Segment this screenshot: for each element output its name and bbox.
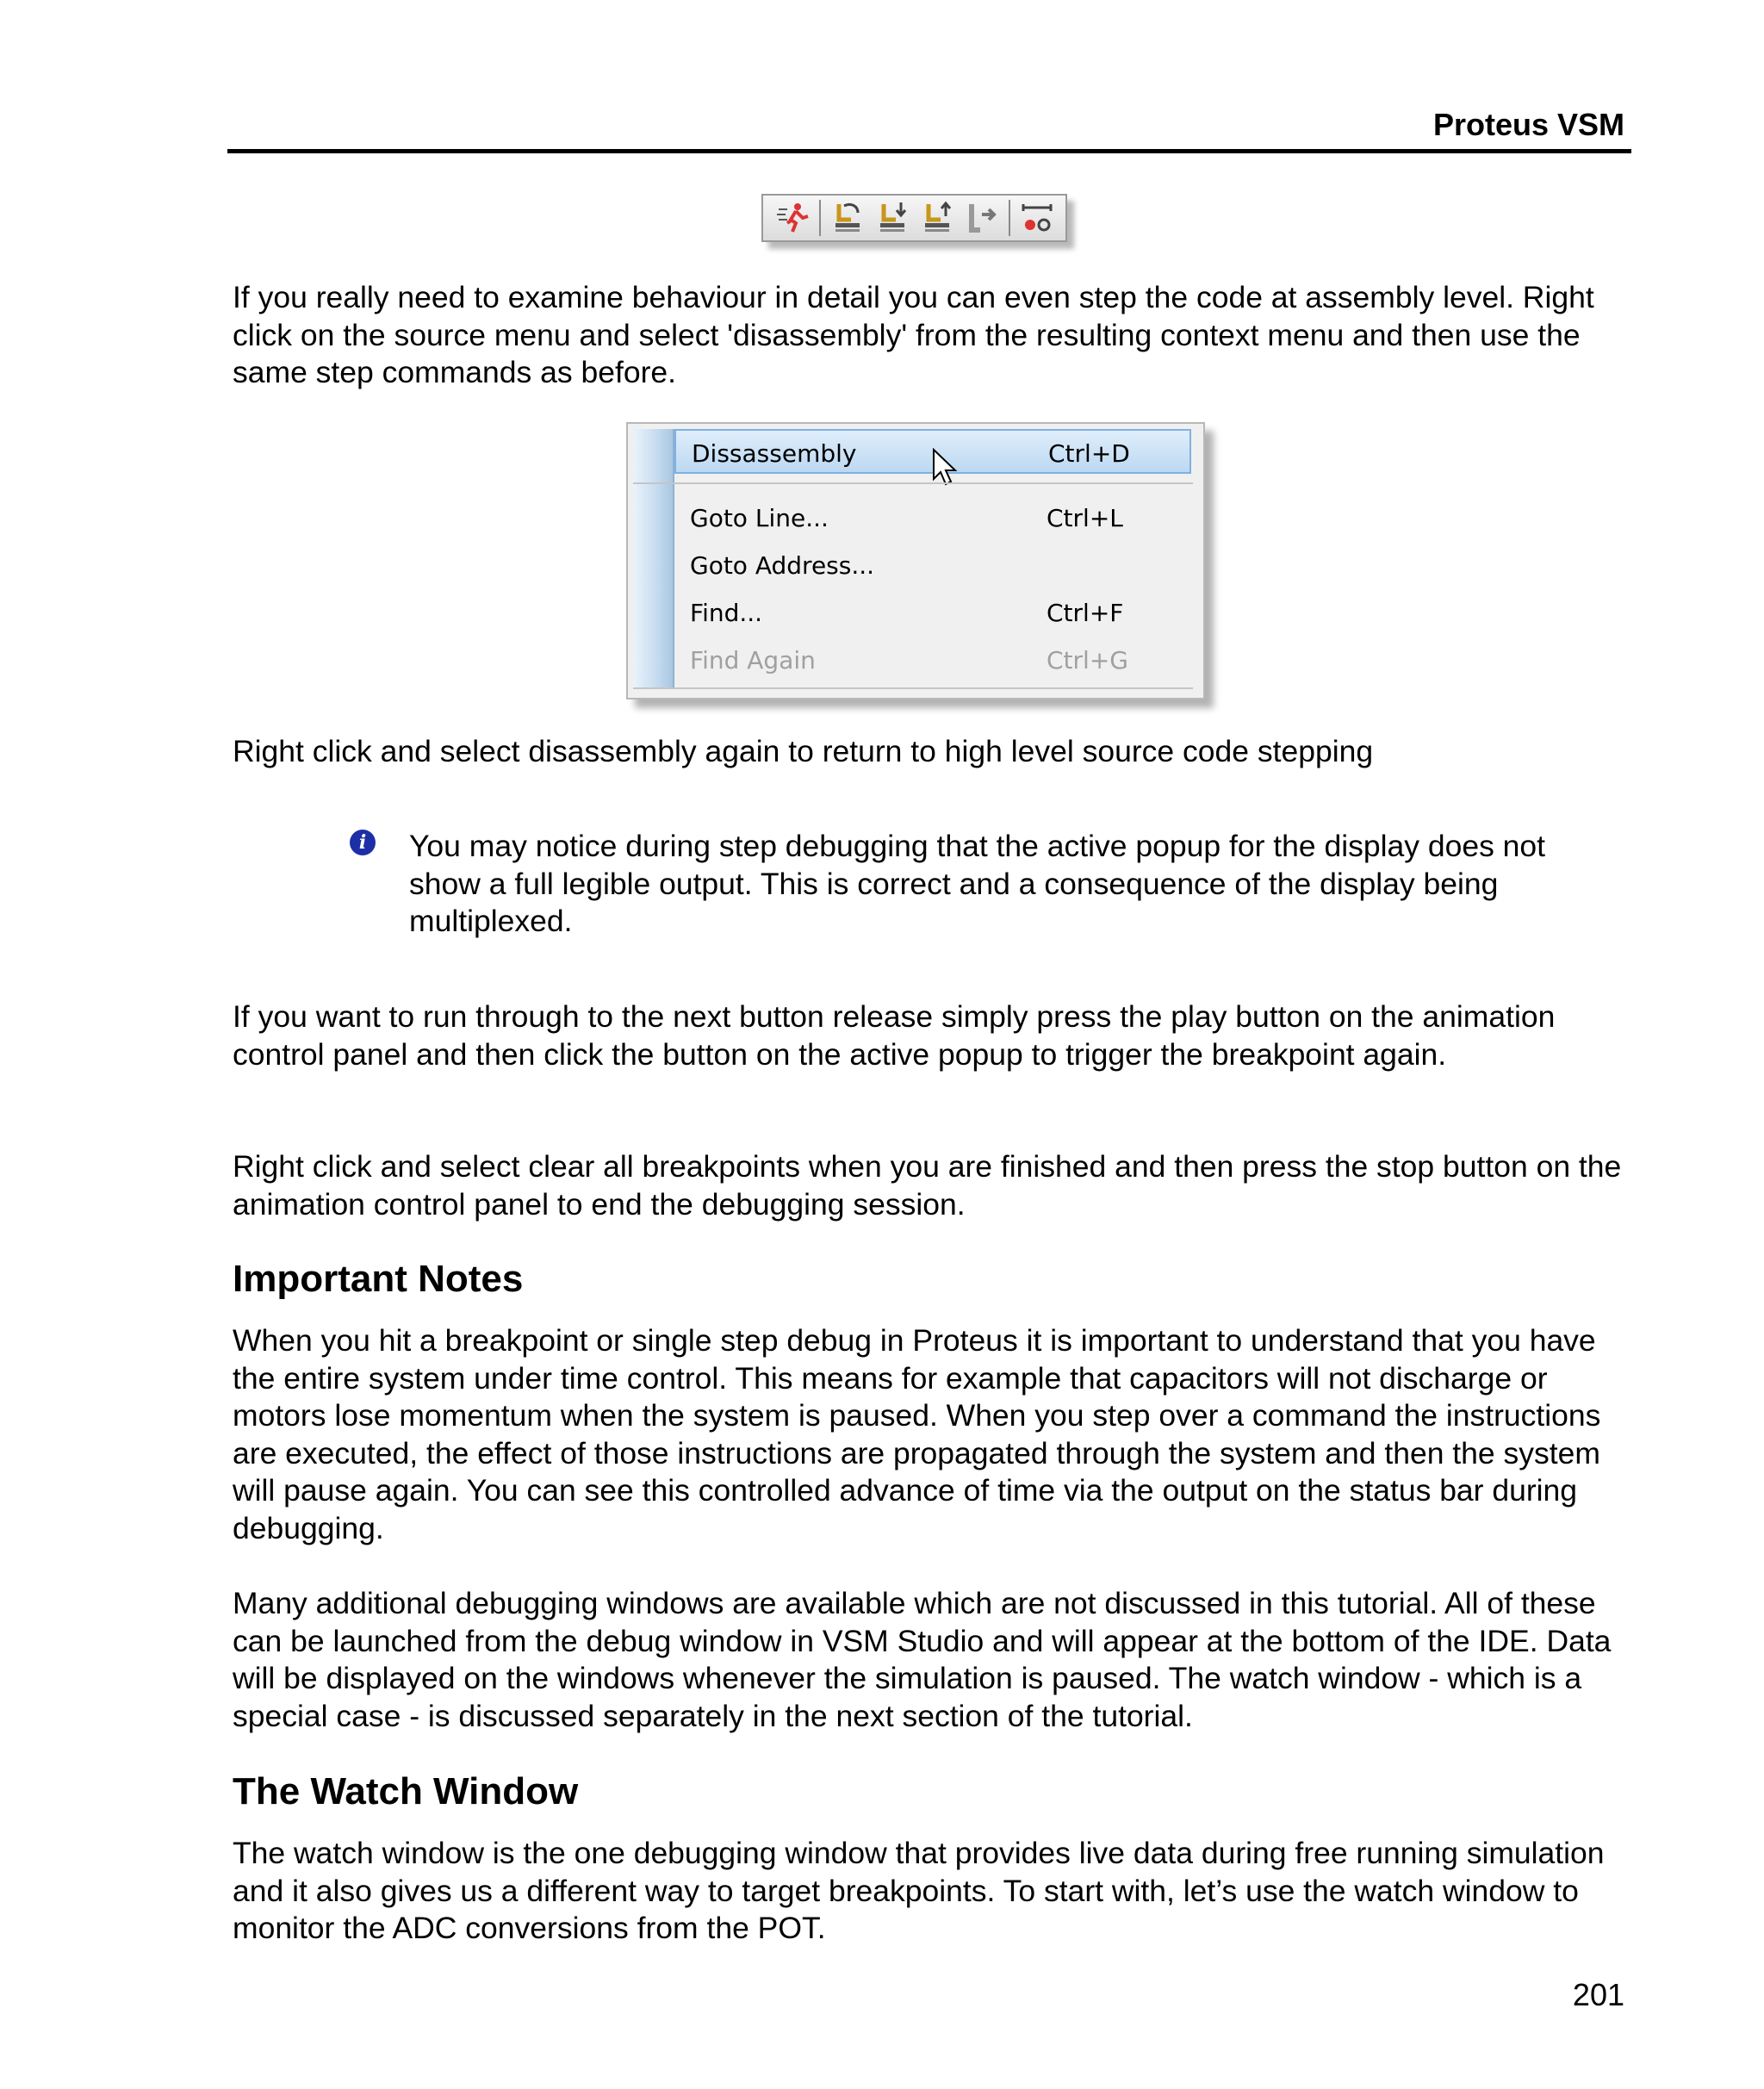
paragraph-watch-window-intro: The watch window is the one debugging window that provides live data during free running simulation and it also gives us a different way to target breakpoints. To start with, let’s use the watch window to monitor the ADC conversions from the POT. <box>233 1836 1605 1946</box>
menu-gutter <box>633 429 673 687</box>
page-number: 201 <box>1572 1977 1624 2012</box>
menu-bottom-line <box>633 687 1193 689</box>
heading-watch-window: The Watch Window <box>233 1770 579 1812</box>
toolbar-separator <box>1009 200 1010 236</box>
info-icon: i <box>350 830 376 855</box>
toggle-breakpoint-icon[interactable] <box>1018 199 1056 237</box>
menu-item-label: Goto Line... <box>690 504 829 532</box>
menu-item-disassembly[interactable] <box>674 429 1191 474</box>
source-context-menu <box>626 422 1205 699</box>
menu-item-goto-line[interactable] <box>674 495 1191 540</box>
menu-item-label: Goto Address... <box>690 551 875 580</box>
paragraph-time-control: When you hit a breakpoint or single step debug in Proteus it is important to understand that you have the entire system under time control. This means for example that capacitors will not discharge or motors lose momentum when the system is paused. When you step over a command the instructions are executed, the effect of those instructions are propagated through the system and then the system will pause again. You can see this controlled advance of time via the output on the status bar during debugging. <box>233 1323 1601 1545</box>
paragraph-clear-breakpoints: Right click and select clear all breakpoints when you are finished and then press the stop button on the animation control panel to end the debugging session. <box>233 1149 1622 1222</box>
step-over-icon[interactable] <box>829 199 866 237</box>
debug-toolbar <box>761 194 1067 242</box>
heading-important-notes: Important Notes <box>233 1258 524 1300</box>
paragraph-next-button-release: If you want to run through to the next button release simply press the play button on the animation control panel and then click the button on the active popup to trigger the breakpoint again. <box>233 999 1556 1072</box>
menu-item-goto-address[interactable] <box>674 543 1191 588</box>
note-multiplexed-display: You may notice during step debugging that the active popup for the display does not show a full legible output. This is correct and a consequence of the display being multiplexed. <box>409 829 1546 939</box>
menu-item-label: Dissassembly <box>692 439 857 468</box>
run-to-cursor-icon[interactable] <box>963 199 1001 237</box>
step-out-icon[interactable] <box>918 199 956 237</box>
menu-item-find[interactable] <box>674 590 1191 635</box>
paragraph-additional-windows: Many additional debugging windows are available which are not discussed in this tutorial. All of these can be launched from the debug window in VSM Studio and will appear at the bottom of the IDE. Data will be displayed on the windows whenever the simulation is paused. The watch window - which is a special case - is discussed separately in the next section of the tutorial. <box>233 1586 1612 1733</box>
step-into-icon[interactable] <box>873 199 911 237</box>
menu-separator <box>633 482 1193 484</box>
menu-item-shortcut: Ctrl+F <box>1047 599 1124 627</box>
menu-item-label: Find... <box>690 599 763 627</box>
running-header: Proteus VSM <box>1432 107 1624 142</box>
menu-item-label: Find Again <box>690 646 816 675</box>
toolbar-separator <box>819 200 821 236</box>
menu-item-shortcut: Ctrl+G <box>1047 646 1128 675</box>
menu-item-shortcut: Ctrl+D <box>1048 439 1130 468</box>
run-icon[interactable] <box>773 199 811 237</box>
paragraph-return-to-source: Right click and select disassembly again to return to high level source code stepping <box>233 734 1374 768</box>
header-rule <box>227 149 1631 153</box>
menu-item-find-again <box>674 637 1191 682</box>
menu-item-shortcut: Ctrl+L <box>1047 504 1123 532</box>
paragraph-assembly-stepping: If you really need to examine behaviour in detail you can even step the code at assembly level. Right click on the source menu and select 'disassembly' from the resulting context menu and then use the same step commands as before. <box>233 280 1594 390</box>
